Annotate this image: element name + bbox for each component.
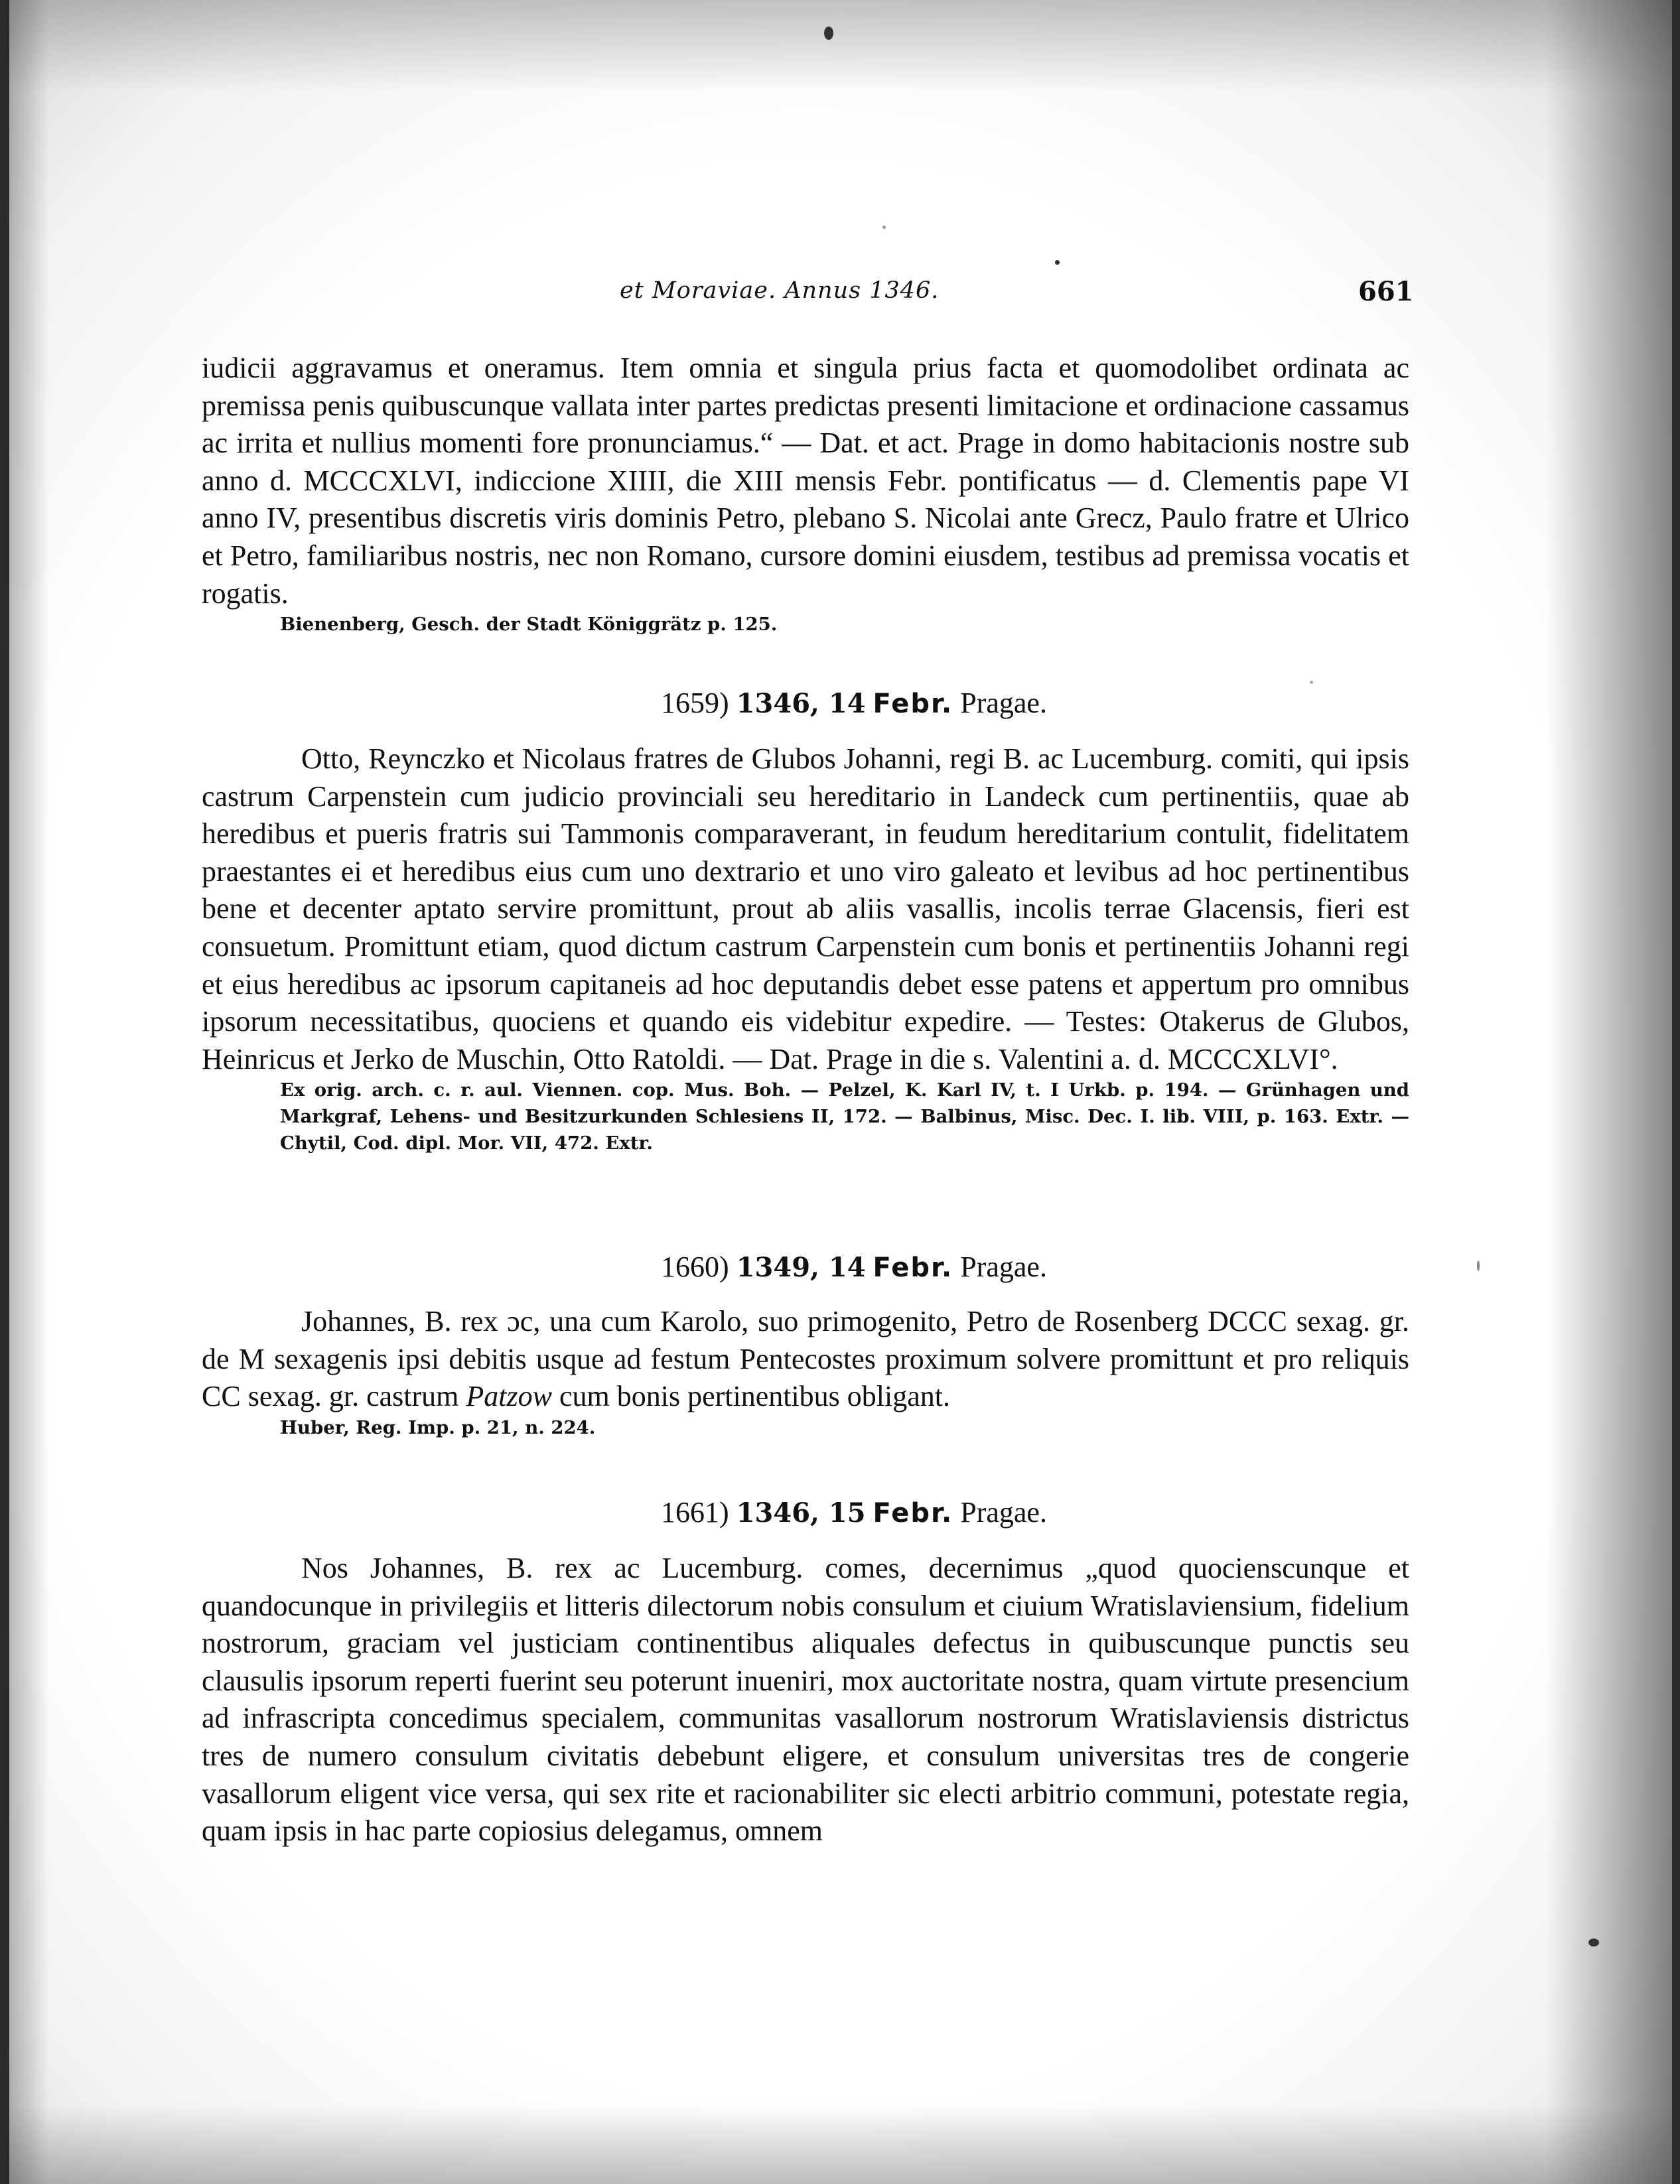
place-name-italic: Patzow [466, 1380, 552, 1413]
scanned-page [9, 0, 1672, 2184]
entry-text-part: cum bonis pertinentibus obligant. [551, 1380, 951, 1413]
entry-1659-block [202, 740, 1409, 1156]
entry-date: 1346, 15 [736, 1497, 866, 1529]
entry-number: 1659) [661, 687, 729, 719]
continuation-paragraph: iudicii aggravamus et oneramus. Item omnia et singula prius facta et quomodolibet ordinata ac premissa penis quibuscunque vallata inter partes predictas presenti limitacione et ordinacione cassamus ac irrita et nullius momenti fore pronunciamus.“ — Dat. et act. Prage in domo habitacionis nostre sub anno d. MCCCXLVI, indiccione XIIII, die XIII mensis Febr. pontificatus — d. Clementis pape VI anno IV, presentibus discretis viris dominis Petro, plebano S. Nicolai ante Grecz, Paulo fratre et Ulrico et Petro, familiaribus nostris, nec non Romano, cursore domini eiusdem, testibus ad premissa vocatis et rogatis. [202, 352, 1409, 610]
scan-speck [1588, 1939, 1599, 1946]
scan-shadow-right [1546, 0, 1672, 2184]
entry-heading-1661 [9, 1495, 1672, 1531]
entry-source: Huber, Reg. Imp. p. 21, n. 224. [280, 1416, 596, 1438]
entry-1661-block [202, 1550, 1409, 1850]
entry-month: Febr. [873, 689, 953, 719]
entry-month: Febr. [873, 1253, 953, 1283]
page-number: 661 [1358, 276, 1414, 307]
entry-heading-1659 [9, 686, 1672, 721]
entry-place: Pragae. [960, 687, 1047, 719]
running-title: et Moraviae. Annus 1346. [620, 277, 940, 304]
scan-speck [882, 226, 886, 229]
continuation-block [202, 350, 1409, 638]
entry-month: Febr. [873, 1498, 953, 1529]
entry-number: 1660) [661, 1251, 729, 1283]
continuation-source: Bienenberg, Gesch. der Stadt Königgrätz p. 125. [280, 614, 778, 636]
entry-text [202, 1303, 1409, 1416]
scan-speck [1055, 260, 1060, 265]
entry-1660-block [202, 1303, 1409, 1441]
entry-text: Otto, Reynczko et Nicolaus fratres de Glubos Johanni, regi B. ac Lucemburg. comiti, qui ipsis castrum Carpenstein cum judicio provinciali seu hereditario in Landeck cum pertinentiis, quae ab heredibus et pueris fratris sui Tammonis comparaverant, in feudum hereditarium contulit, fidelitatem praestantes ei et heredibus eius cum uno dextrario et uno viro galeato et levibus ad hoc pertinentibus bene et decenter aptato servire promittunt, prout ab aliis vasallis, incolis terrae Glacensis, fieri est consuetum. Promittunt etiam, quod dictum castrum Carpenstein cum bonis et pertinentiis Johanni regi et eius heredibus ac ipsorum capitaneis ad hoc deputandis debet esse patens et appertum pro omnibus ipsorum necessitatibus, quociens et quando eis videbitur expedire. — Testes: Otakerus de Glubos, Heinricus et Jerko de Muschin, Otto Ratoldi. — Dat. Prage in die s. Valentini a. d. MCCCXLVI°. [202, 742, 1409, 1075]
entry-source: Ex orig. arch. c. r. aul. Viennen. cop. Mus. Boh. — Pelzel, K. Karl IV, t. I Urkb. p. 194. — Grünhagen und Markgraf, Lehens- und Besitzurkunden Schlesiens II, 172. — Balbinus, Misc. Dec. I. lib. VIII, p. 163. Extr. — Chytil, Cod. dipl. Mor. VII, 472. Extr. [280, 1079, 1409, 1154]
entry-text-part: Johannes, B. rex ɔc, una cum Karolo, suo primogenito, Petro de Rosenberg DCCC sexag. gr. de M sexagenis ipsi debitis usque ad festum Pentecostes proximum solvere promittunt et pro reliquis CC sexag. gr. castrum [202, 1305, 1409, 1413]
scan-shadow-bottom [9, 2104, 1672, 2184]
entry-text: Nos Johannes, B. rex ac Lucemburg. comes, decernimus „quod quocienscunque et quandocunque in privilegiis et litteris dilectorum nobis consulum et ciuium Wratislaviensium, fidelium nostrorum, graciam vel justiciam continentibus aliquales defectus in quibuscunque punctis seu clausulis ipsorum reperti fuerint seu poterunt inueniri, mox auctoritate nostra, quam virtute presencium ad infrascripta concedimus specialem, communitas vasallorum nostrorum Wratislaviensis districtus tres de numero consulum civitatis debebunt eligere, et consulum universitas tres de congerie vasallorum eligent vice versa, qui sex rite et racionabiliter sic electi arbitrio communi, potestate regia, quam ipsis in hac parte copiosius delegamus, omnem [202, 1552, 1409, 1848]
entry-heading-1660 [9, 1250, 1672, 1285]
entry-place: Pragae. [960, 1251, 1047, 1283]
entry-date: 1349, 14 [736, 1252, 866, 1283]
entry-number: 1661) [661, 1496, 729, 1529]
scan-speck [824, 27, 833, 40]
entry-date: 1346, 14 [736, 688, 866, 719]
scan-speck [1310, 681, 1313, 684]
scan-shadow-left [9, 0, 49, 2184]
entry-place: Pragae. [960, 1496, 1047, 1529]
scan-shadow-top [9, 0, 1672, 93]
